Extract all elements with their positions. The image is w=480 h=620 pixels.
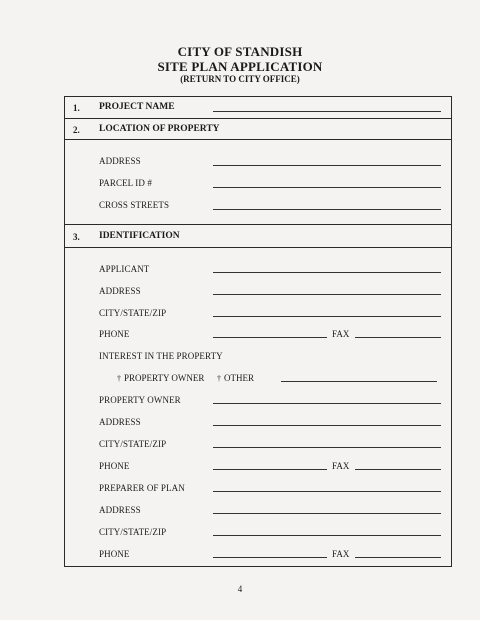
owner-city-state-zip-field[interactable] xyxy=(213,447,441,448)
preparer-address-label: ADDRESS xyxy=(99,505,141,515)
checkbox-icon[interactable]: † xyxy=(117,374,121,383)
return-instruction: (RETURN TO CITY OFFICE) xyxy=(180,74,300,84)
other-option[interactable] xyxy=(217,373,254,383)
divider xyxy=(65,118,451,119)
preparer-city-state-zip-label: CITY/STATE/ZIP xyxy=(99,527,167,537)
other-option-label: OTHER xyxy=(224,373,254,383)
section-1-number: 1. xyxy=(73,103,80,113)
applicant-fax-label: FAX xyxy=(332,329,350,339)
applicant-label: APPLICANT xyxy=(99,264,150,274)
section-2-number: 2. xyxy=(73,125,80,135)
section-1-title: PROJECT NAME xyxy=(99,102,175,112)
applicant-address-label: ADDRESS xyxy=(99,286,141,296)
city-title: CITY OF STANDISH xyxy=(177,44,303,59)
project-name-field[interactable] xyxy=(213,111,441,112)
section-3-title: IDENTIFICATION xyxy=(99,231,180,241)
property-owner-field[interactable] xyxy=(213,403,441,404)
applicant-phone-field[interactable] xyxy=(213,337,327,338)
applicant-phone-label: PHONE xyxy=(99,329,130,339)
owner-city-state-zip-label: CITY/STATE/ZIP xyxy=(99,439,167,449)
property-owner-label: PROPERTY OWNER xyxy=(99,395,181,405)
cross-streets-label: CROSS STREETS xyxy=(99,200,170,210)
preparer-fax-field[interactable] xyxy=(355,557,441,558)
section-3-number: 3. xyxy=(73,232,80,242)
form-header xyxy=(0,44,480,85)
owner-fax-field[interactable] xyxy=(355,469,441,470)
preparer-city-state-zip-field[interactable] xyxy=(213,535,441,536)
other-interest-field[interactable] xyxy=(281,381,437,382)
applicant-city-state-zip-label: CITY/STATE/ZIP xyxy=(99,308,167,318)
checkbox-icon[interactable]: † xyxy=(217,374,221,383)
owner-phone-field[interactable] xyxy=(213,469,327,470)
applicant-address-field[interactable] xyxy=(213,294,441,295)
interest-label: INTEREST IN THE PROPERTY xyxy=(99,351,223,361)
property-owner-option-label: PROPERTY OWNER xyxy=(124,373,205,383)
property-owner-option[interactable] xyxy=(117,373,204,383)
preparer-field[interactable] xyxy=(213,491,441,492)
divider xyxy=(65,247,451,248)
owner-address-label: ADDRESS xyxy=(99,417,141,427)
owner-fax-label: FAX xyxy=(332,461,350,471)
location-address-label: ADDRESS xyxy=(99,156,141,166)
parcel-id-label: PARCEL ID # xyxy=(99,178,152,188)
owner-phone-label: PHONE xyxy=(99,461,130,471)
section-2-title: LOCATION OF PROPERTY xyxy=(99,124,220,134)
application-form-box xyxy=(64,96,452,567)
preparer-phone-field[interactable] xyxy=(213,557,327,558)
owner-address-field[interactable] xyxy=(213,425,441,426)
divider xyxy=(65,139,451,140)
page-number: 4 xyxy=(237,584,243,594)
preparer-fax-label: FAX xyxy=(332,549,350,559)
applicant-field[interactable] xyxy=(213,272,441,273)
cross-streets-field[interactable] xyxy=(213,209,441,210)
preparer-address-field[interactable] xyxy=(213,513,441,514)
preparer-phone-label: PHONE xyxy=(99,549,130,559)
divider xyxy=(65,224,451,225)
applicant-fax-field[interactable] xyxy=(355,337,441,338)
preparer-label: PREPARER OF PLAN xyxy=(99,483,185,493)
location-address-field[interactable] xyxy=(213,165,441,166)
applicant-city-state-zip-field[interactable] xyxy=(213,316,441,317)
form-title: SITE PLAN APPLICATION xyxy=(157,59,323,74)
parcel-id-field[interactable] xyxy=(213,187,441,188)
